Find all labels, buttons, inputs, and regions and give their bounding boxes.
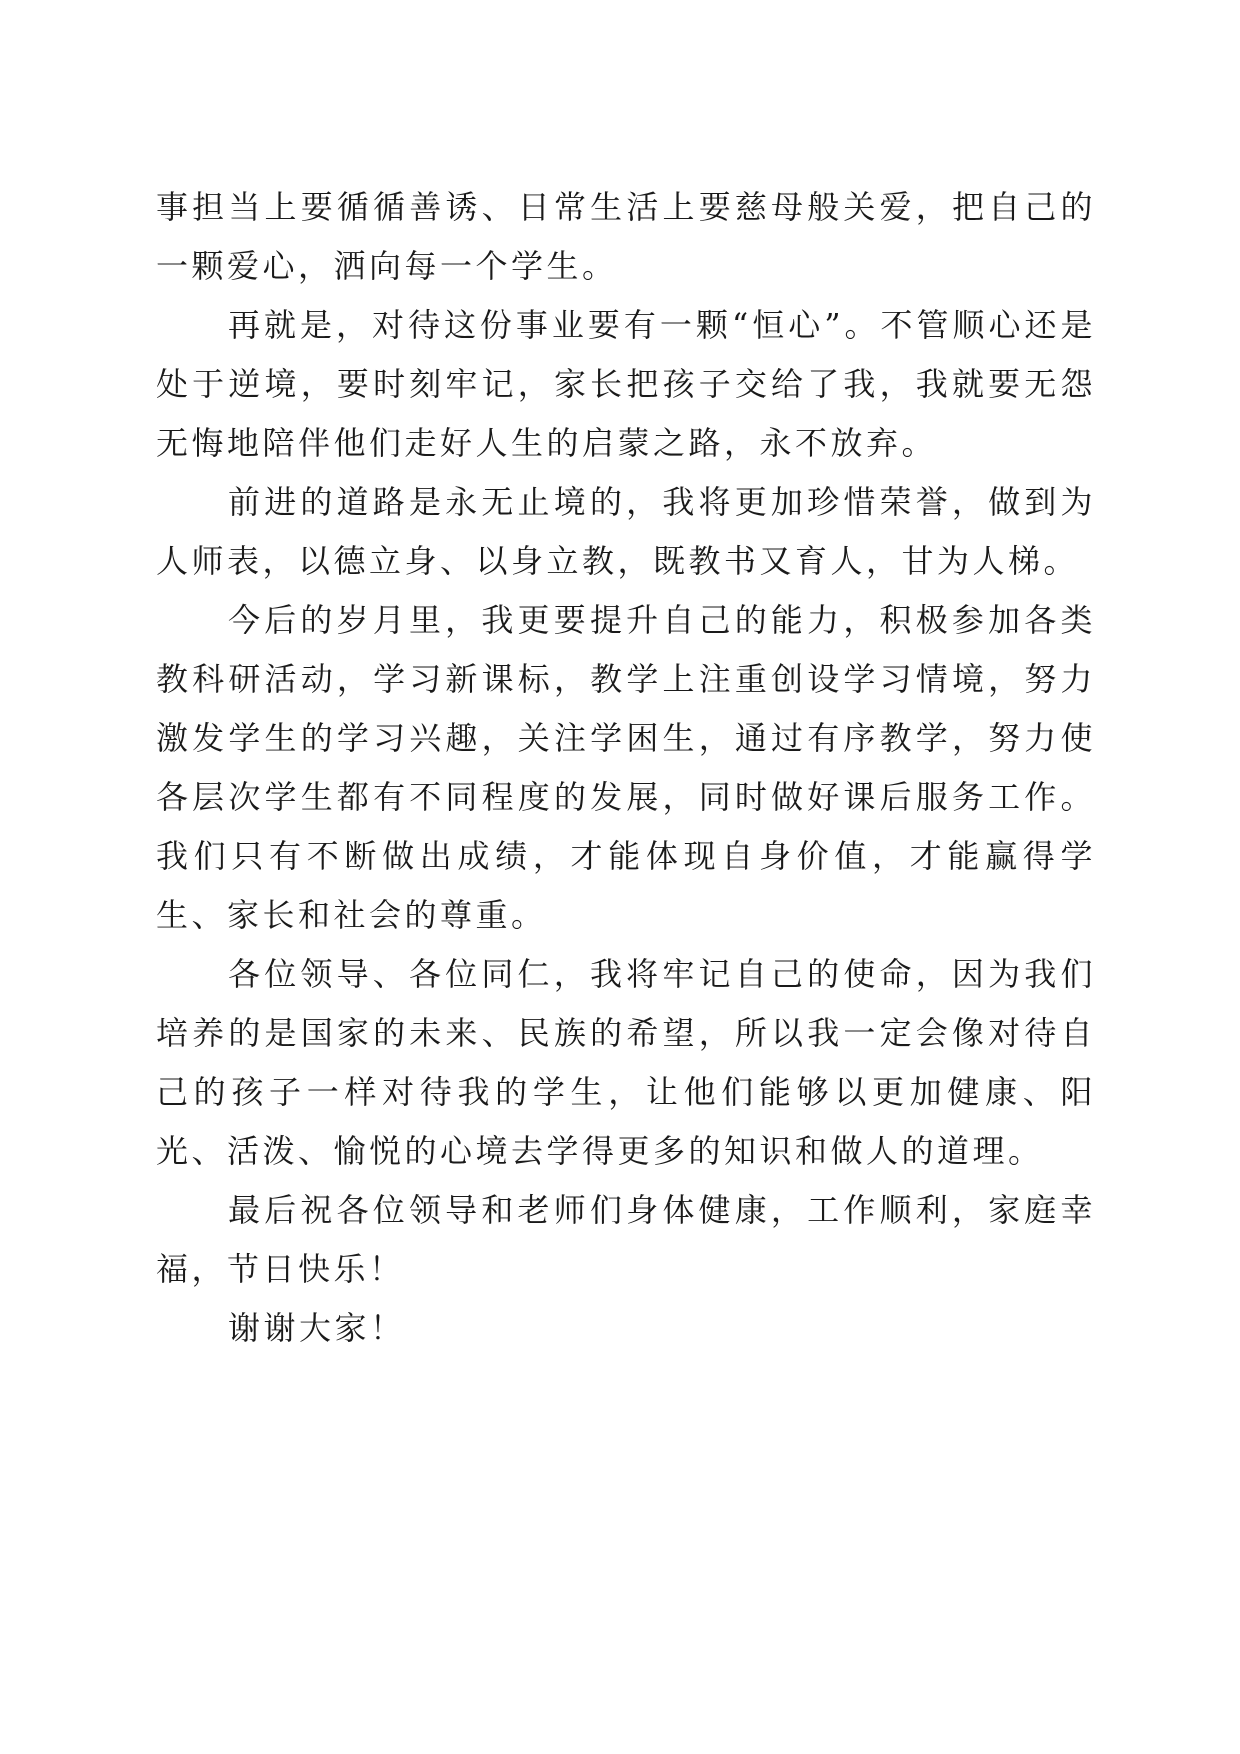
paragraph-honor: 前进的道路是永无止境的，我将更加珍惜荣誉，做到为人师表，以德立身、以身立教，既教书又育人，甘为人梯。	[156, 483, 1096, 580]
document-body	[156, 178, 1096, 1358]
paragraph-mission: 各位领导、各位同仁，我将牢记自己的使命，因为我们培养的是国家的未来、民族的希望，所以我一定会像对待自己的孩子一样对待我的学生，让他们能够以更加健康、阳光、活泼、愉悦的心境去学得更多的知识和做人的道理。	[156, 955, 1096, 1170]
paragraph-wishes: 最后祝各位领导和老师们身体健康，工作顺利，家庭幸福，节日快乐！	[156, 1191, 1096, 1288]
paragraph-perseverance: 再就是，对待这份事业要有一颗“恒心”。不管顺心还是处于逆境，要时刻牢记，家长把孩子交给了我，我就要无怨无悔地陪伴他们走好人生的启蒙之路，永不放弃。	[156, 306, 1096, 462]
paragraph-continuation: 事担当上要循循善诱、日常生活上要慈母般关爱，把自己的一颗爱心，洒向每一个学生。	[156, 188, 1096, 285]
paragraph-future-plans: 今后的岁月里，我更要提升自己的能力，积极参加各类教科研活动，学习新课标，教学上注重创设学习情境，努力激发学生的学习兴趣，关注学困生，通过有序教学，努力使各层次学生都有不同程度的发展，同时做好课后服务工作。我们只有不断做出成绩，才能体现自身价值，才能赢得学生、家长和社会的尊重。	[156, 601, 1096, 934]
paragraph-thanks: 谢谢大家！	[228, 1309, 406, 1347]
